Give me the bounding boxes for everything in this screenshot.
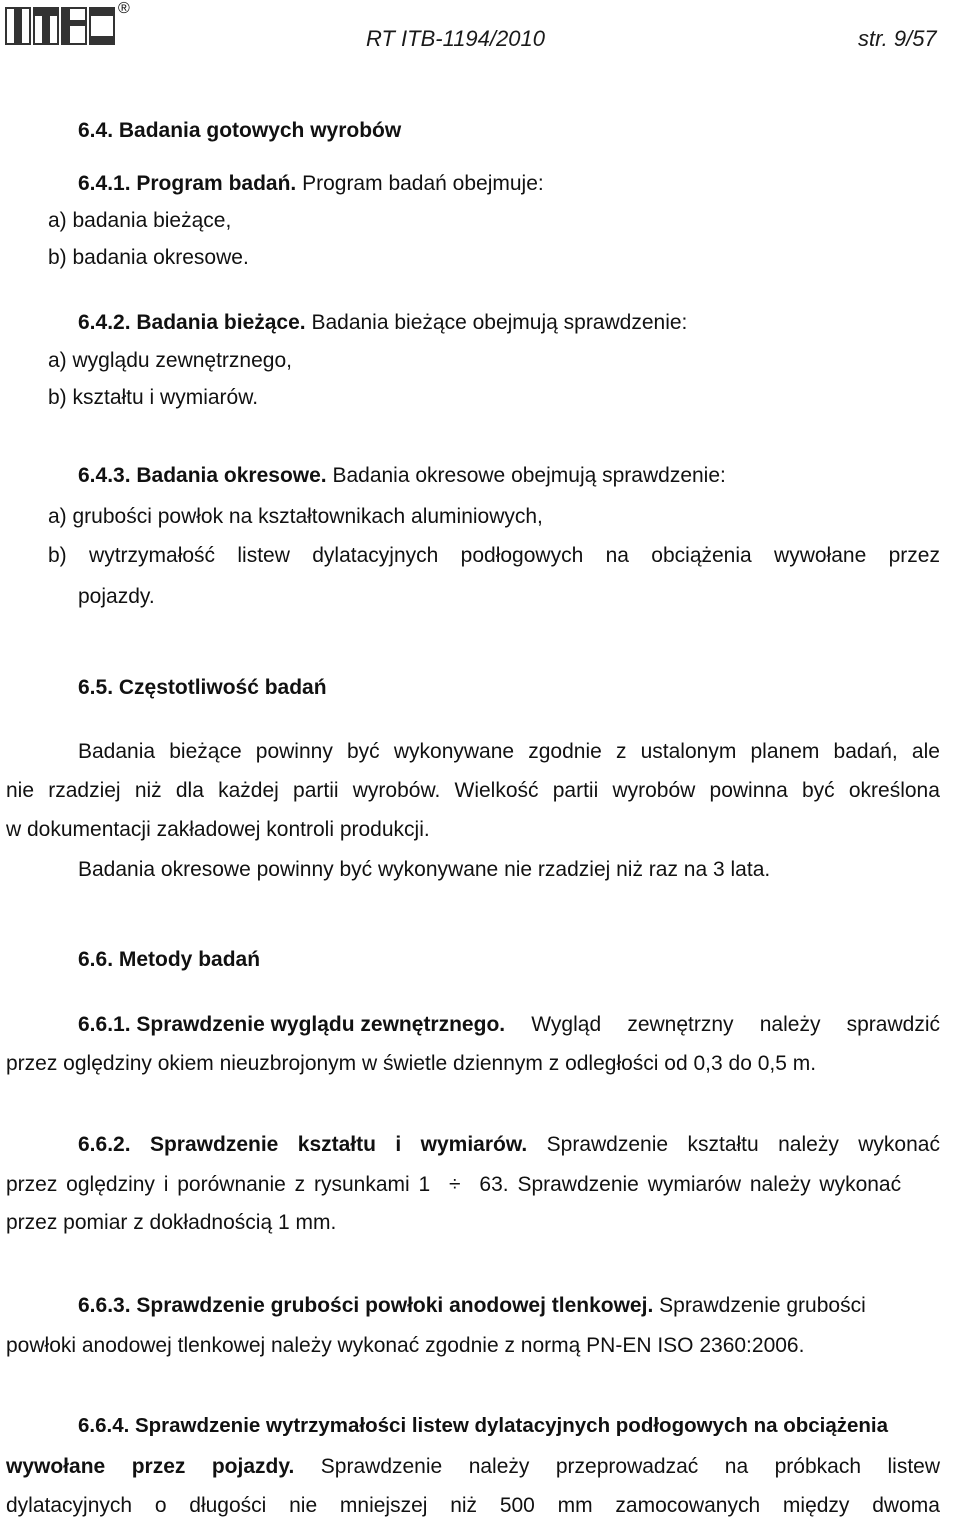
text-segment: 63. Sprawdzenie wymiarów należy wykonać <box>479 1173 902 1196</box>
word: planem <box>750 740 820 763</box>
heading-word: przez <box>131 1455 186 1478</box>
word: listew <box>887 1455 940 1478</box>
text-segment: Sprawdzenie grubości <box>653 1294 866 1317</box>
word: każdej <box>218 779 279 802</box>
word: wytrzymałość <box>89 544 216 567</box>
word: wyrobów <box>612 779 696 802</box>
word: zgodnie <box>528 740 602 763</box>
word: dylatacyjnych <box>6 1494 133 1517</box>
word: próbkach <box>774 1455 861 1478</box>
word: być <box>347 740 380 763</box>
division-symbol: ÷ <box>449 1173 461 1196</box>
word: wywołane <box>774 544 867 567</box>
list-item: b) kształtu i wymiarów. <box>48 386 259 409</box>
heading-word: pojazdy. <box>211 1455 295 1478</box>
paragraph-line <box>6 1495 940 1516</box>
section-6-4-3-lead: Badania okresowe obejmują sprawdzenie: <box>326 464 726 487</box>
word: partii <box>552 779 599 802</box>
word: bieżące <box>169 740 242 763</box>
heading-word: 6.6.2. <box>78 1133 131 1156</box>
word: podłogowych <box>460 544 584 567</box>
section-6-4-1-lead: Program badań obejmuje: <box>296 172 544 195</box>
word: należy <box>778 1133 839 1156</box>
section-6-6-4-line <box>6 1456 940 1477</box>
heading-word: Sprawdzenie <box>149 1133 279 1156</box>
word: partii <box>293 779 339 802</box>
paragraph-line: w dokumentacji zakładowej kontroli produkcji. <box>6 818 430 841</box>
word: być <box>801 779 835 802</box>
paragraph-line <box>6 1174 901 1195</box>
page-header <box>0 0 960 60</box>
word: obciążenia <box>651 544 752 567</box>
section-6-6-4-heading: 6.6.4. Sprawdzenie wytrzymałości listew dylatacyjnych podłogowych na obciążenia <box>78 1414 889 1437</box>
paragraph-line <box>6 780 940 801</box>
page-number: str. 9/57 <box>858 26 937 51</box>
section-6-4-1-line <box>78 173 544 194</box>
word: wykonać <box>858 1133 940 1156</box>
paragraph-line: powłoki anodowej tlenkowej należy wykonać zgodnie z normą PN-EN ISO 2360:2006. <box>6 1334 805 1357</box>
word: określona <box>848 779 940 802</box>
itb-logo <box>4 4 116 48</box>
list-item <box>48 545 940 566</box>
word: wykonywane <box>393 740 515 763</box>
registered-mark: ® <box>118 0 130 17</box>
section-6-6-1-heading: 6.6.1. Sprawdzenie wyglądu zewnętrznego. <box>78 1013 506 1036</box>
paragraph-line: przez pomiar z dokładnością 1 mm. <box>6 1211 337 1234</box>
heading-word: kształtu <box>297 1133 376 1156</box>
word: badań, <box>833 740 898 763</box>
word: Sprawdzenie <box>320 1455 443 1478</box>
word: zamocowanych <box>615 1494 761 1517</box>
word: należy <box>468 1455 530 1478</box>
word: Badania <box>78 740 156 763</box>
section-6-4-2-heading: 6.4.2. Badania bieżące. <box>78 311 306 334</box>
section-6-6-3-line <box>78 1295 866 1316</box>
document-reference: RT ITB-1194/2010 <box>366 26 545 51</box>
word: nie <box>6 779 35 802</box>
word: należy <box>759 1013 821 1036</box>
section-6-4-1-heading: 6.4.1. Program badań. <box>78 172 297 195</box>
paragraph-line <box>78 741 940 762</box>
word: dwoma <box>872 1494 940 1517</box>
list-item: b) badania okresowe. <box>48 246 249 269</box>
word: kształtu <box>687 1133 759 1156</box>
word: o <box>154 1494 167 1517</box>
word: przez <box>888 544 940 567</box>
section-6-6-2-line <box>78 1134 940 1155</box>
section-6-4-3-line <box>78 465 726 486</box>
heading-word: i <box>395 1133 402 1156</box>
heading-word: wymiarów. <box>420 1133 528 1156</box>
word: zewnętrzny <box>627 1013 734 1036</box>
word: ale <box>911 740 940 763</box>
section-6-4-2-lead: Badania bieżące obejmują sprawdzenie: <box>305 311 688 334</box>
word: Wielkość <box>454 779 539 802</box>
word: dla <box>175 779 204 802</box>
word: między <box>782 1494 850 1517</box>
heading-word: wywołane <box>6 1455 106 1478</box>
word: Wygląd <box>531 1013 602 1036</box>
word: wyrobów. <box>352 779 441 802</box>
word: na <box>724 1455 749 1478</box>
list-item: a) badania bieżące, <box>48 209 232 232</box>
section-6-5-title: 6.5. Częstotliwość badań <box>78 676 327 699</box>
word: powinny <box>255 740 333 763</box>
paragraph-line: przez oględziny okiem nieuzbrojonym w świetle dziennym z odległości od 0,3 do 0,5 m. <box>6 1052 817 1075</box>
section-6-4-2-line <box>78 312 687 333</box>
section-6-6-title: 6.6. Metody badań <box>78 948 261 971</box>
word: niż <box>450 1494 478 1517</box>
section-6-4-3-heading: 6.4.3. Badania okresowe. <box>78 464 327 487</box>
word: ustalonym <box>640 740 737 763</box>
text-segment: przez oględziny i porównanie z rysunkami 1 <box>6 1173 431 1196</box>
word: niż <box>134 779 162 802</box>
word: rzadziej <box>48 779 121 802</box>
paragraph-line: Badania okresowe powinny być wykonywane nie rzadziej niż raz na 3 lata. <box>78 858 771 881</box>
word: powinna <box>709 779 788 802</box>
word: dylatacyjnych <box>312 544 439 567</box>
word: Sprawdzenie <box>546 1133 669 1156</box>
word: przeprowadzać <box>555 1455 699 1478</box>
word: b) <box>48 544 67 567</box>
word: 500 <box>499 1494 535 1517</box>
word: długości <box>189 1494 267 1517</box>
section-6-6-1-line <box>78 1014 940 1035</box>
word: listew <box>237 544 290 567</box>
word: mniejszej <box>339 1494 428 1517</box>
word: na <box>605 544 629 567</box>
word: mm <box>557 1494 593 1517</box>
section-6-4-title: 6.4. Badania gotowych wyrobów <box>78 119 402 142</box>
section-6-6-3-heading: 6.6.3. Sprawdzenie grubości powłoki anodowej tlenkowej. <box>78 1294 654 1317</box>
list-item: a) grubości powłok na kształtownikach aluminiowych, <box>48 505 543 528</box>
list-item: a) wyglądu zewnętrznego, <box>48 349 292 372</box>
word: nie <box>289 1494 318 1517</box>
list-item-continuation: pojazdy. <box>78 585 155 608</box>
word: z <box>615 740 627 763</box>
word: sprawdzić <box>846 1013 940 1036</box>
